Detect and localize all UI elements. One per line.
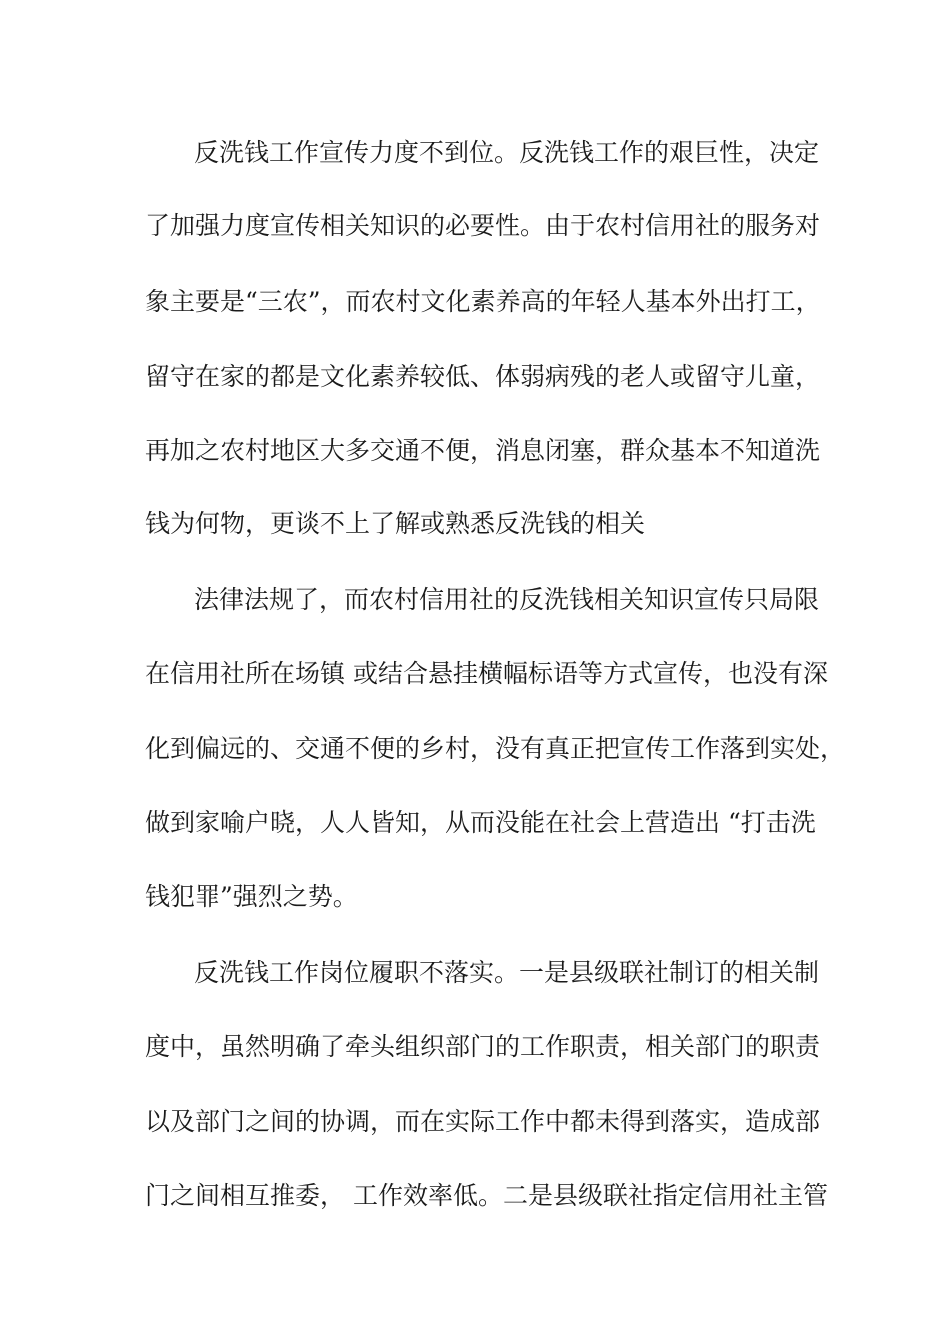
text-line-6: 钱为何物，更谈不上了解或熟悉反洗钱的相关 — [145, 509, 646, 538]
text-line-14: 以及部门之间的协调，而在实际工作中都未得到落实，造成部 — [145, 1107, 821, 1136]
text-line-7: 法律法规了，而农村信用社的反洗钱相关知识宣传只局限 — [194, 585, 820, 614]
text-line-4: 留守在家的都是文化素养较低、体弱病残的老人或留守儿童， — [145, 362, 821, 391]
text-line-3: 象主要是“三农”，而农村文化素养高的年轻人基本外出打工， — [145, 287, 821, 316]
text-line-10: 做到家喻户晓，人人皆知，从而没能在社会上营造出 “打击洗 — [145, 808, 816, 837]
text-line-11: 钱犯罪”强烈之势。 — [145, 882, 358, 911]
text-line-13: 度中，虽然明确了牵头组织部门的工作职责，相关部门的职责 — [145, 1032, 821, 1061]
text-line-2: 了加强力度宣传相关知识的必要性。由于农村信用社的服务对 — [145, 211, 821, 240]
text-line-12: 反洗钱工作岗位履职不落实。一是县级联社制订的相关制 — [194, 958, 820, 987]
text-line-8: 在信用社所在场镇 或结合悬挂横幅标语等方式宣传，也没有深 — [145, 659, 828, 688]
text-line-5: 再加之农村地区大多交通不便，消息闭塞，群众基本不知道洗 — [145, 436, 821, 465]
text-line-1: 反洗钱工作宣传力度不到位。反洗钱工作的艰巨性，决定 — [194, 138, 820, 167]
text-line-9: 化到偏远的、交通不便的乡村，没有真正把宣传工作落到实处， — [145, 734, 846, 763]
text-line-15: 门之间相互推委， 工作效率低。二是县级联社指定信用社主管 — [145, 1181, 828, 1210]
